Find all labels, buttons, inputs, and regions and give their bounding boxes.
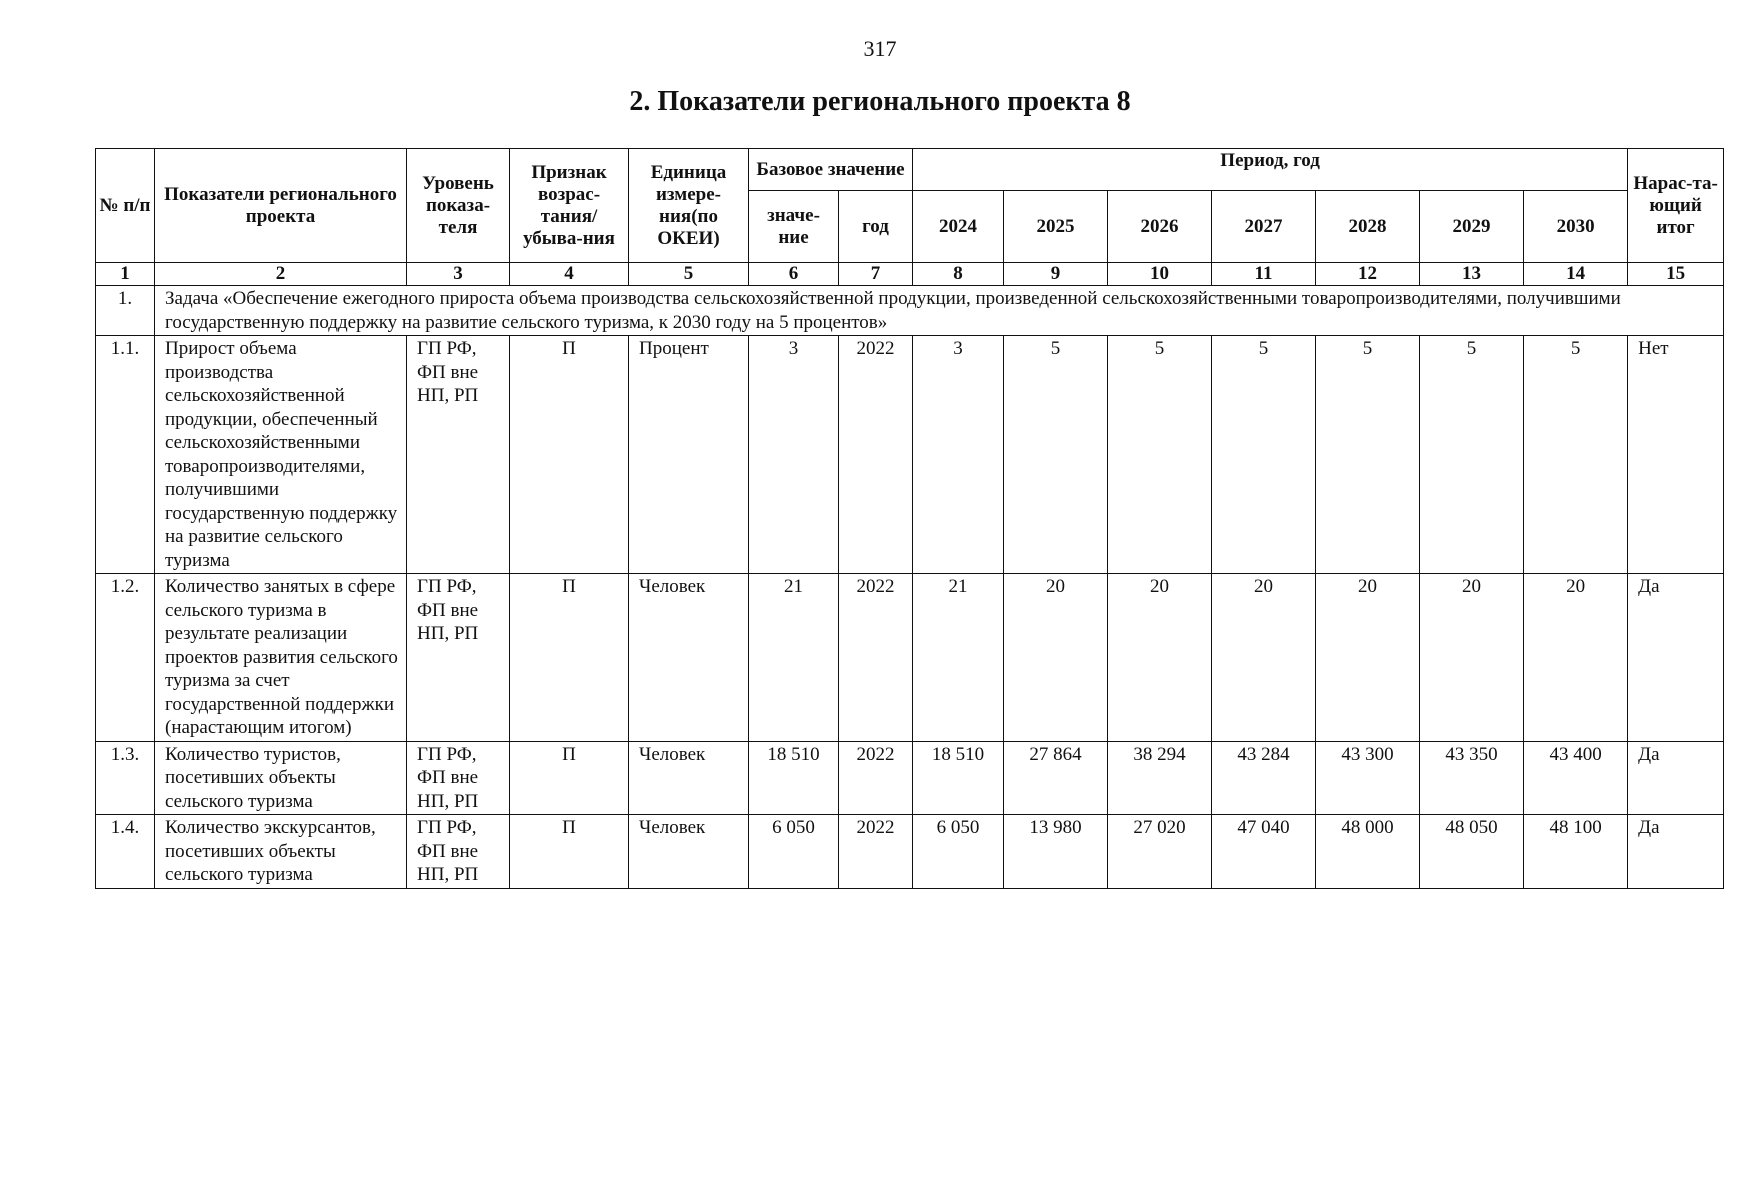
year-value: 5 [1420,336,1524,574]
year-value: 20 [1316,574,1420,742]
page-title: 2. Показатели регионального проекта 8 [629,86,1131,117]
year-value: 20 [1004,574,1108,742]
column-number: 7 [839,263,913,286]
column-number: 3 [407,263,510,286]
header-indicator: Показатели регионального проекта [155,149,407,263]
year-value: 21 [913,574,1004,742]
row-number: 1.1. [96,336,155,574]
header-year: 2024 [913,191,1004,263]
header-period: Период, год [913,149,1628,191]
year-value: 13 980 [1004,815,1108,889]
task-text: Задача «Обеспечение ежегодного прироста объема производства сельскохозяйственной продукции, произведенной сельскохозяйственными товаропроизводителями, получившими государственную поддержку на развитие сельского туризма, к 2030 году на 5 процентов» [155,286,1724,336]
year-value: 48 100 [1524,815,1628,889]
column-number: 6 [749,263,839,286]
cumulative-flag: Да [1628,574,1724,742]
base-year: 2022 [839,336,913,574]
year-value: 48 050 [1420,815,1524,889]
indicator-unit: Человек [629,741,749,815]
indicator-level: ГП РФ, ФП вне НП, РП [407,815,510,889]
base-year: 2022 [839,815,913,889]
year-value: 5 [1316,336,1420,574]
base-year: 2022 [839,574,913,742]
table-row [96,815,1724,889]
column-number-row [96,263,1724,286]
year-value: 5 [1108,336,1212,574]
column-number: 15 [1628,263,1724,286]
header-year: 2029 [1420,191,1524,263]
header-no: № п/п [96,149,155,263]
year-value: 18 510 [913,741,1004,815]
year-value: 20 [1108,574,1212,742]
indicator-trend: П [510,574,629,742]
base-value: 21 [749,574,839,742]
header-base: Базовое значение [749,149,913,191]
indicator-name: Количество экскурсантов, посетивших объекты сельского туризма [155,815,407,889]
cumulative-flag: Да [1628,815,1724,889]
column-number: 10 [1108,263,1212,286]
task-row [96,286,1724,336]
indicator-name: Прирост объема производства сельскохозяйственной продукции, обеспеченный сельскохозяйственными товаропроизводителями, получившими государственную поддержку на развитие сельского туризма [155,336,407,574]
cumulative-flag: Нет [1628,336,1724,574]
indicator-level: ГП РФ, ФП вне НП, РП [407,336,510,574]
header-base-year: год [839,191,913,263]
year-value: 3 [913,336,1004,574]
cumulative-flag: Да [1628,741,1724,815]
year-value: 43 300 [1316,741,1420,815]
year-value: 27 020 [1108,815,1212,889]
column-number: 14 [1524,263,1628,286]
year-value: 5 [1212,336,1316,574]
table-header [96,149,1724,263]
header-year: 2027 [1212,191,1316,263]
indicator-unit: Человек [629,574,749,742]
year-value: 5 [1524,336,1628,574]
column-number: 2 [155,263,407,286]
header-year: 2030 [1524,191,1628,263]
indicator-trend: П [510,741,629,815]
column-number: 11 [1212,263,1316,286]
row-number: 1.4. [96,815,155,889]
year-value: 6 050 [913,815,1004,889]
base-value: 6 050 [749,815,839,889]
base-year: 2022 [839,741,913,815]
page-number: 317 [863,36,897,61]
task-number: 1. [96,286,155,336]
year-value: 20 [1420,574,1524,742]
row-number: 1.3. [96,741,155,815]
indicator-level: ГП РФ, ФП вне НП, РП [407,741,510,815]
row-number: 1.2. [96,574,155,742]
column-number: 9 [1004,263,1108,286]
header-base-value: значе-ние [749,191,839,263]
column-number: 8 [913,263,1004,286]
year-value: 43 284 [1212,741,1316,815]
indicator-trend: П [510,815,629,889]
base-value: 18 510 [749,741,839,815]
header-unit: Единица измере-ния(по ОКЕИ) [629,149,749,263]
year-value: 43 350 [1420,741,1524,815]
header-cumulative: Нарас-та-ющий итог [1628,149,1724,263]
indicator-name: Количество туристов, посетивших объекты сельского туризма [155,741,407,815]
indicators-table [95,148,1724,889]
year-value: 47 040 [1212,815,1316,889]
header-trend: Признак возрас-тания/ убыва-ния [510,149,629,263]
year-value: 43 400 [1524,741,1628,815]
header-year: 2026 [1108,191,1212,263]
header-year: 2025 [1004,191,1108,263]
indicator-trend: П [510,336,629,574]
year-value: 20 [1212,574,1316,742]
table-row [96,741,1724,815]
year-value: 48 000 [1316,815,1420,889]
indicator-level: ГП РФ, ФП вне НП, РП [407,574,510,742]
year-value: 5 [1004,336,1108,574]
base-value: 3 [749,336,839,574]
column-number: 1 [96,263,155,286]
column-number: 13 [1420,263,1524,286]
year-value: 20 [1524,574,1628,742]
table-row [96,574,1724,742]
indicator-unit: Процент [629,336,749,574]
table-row [96,336,1724,574]
year-value: 38 294 [1108,741,1212,815]
header-year: 2028 [1316,191,1420,263]
column-number: 5 [629,263,749,286]
indicator-name: Количество занятых в сфере сельского туризма в результате реализации проектов развития сельского туризма за счет государственной поддержки (нарастающим итогом) [155,574,407,742]
indicator-unit: Человек [629,815,749,889]
column-number: 12 [1316,263,1420,286]
header-level: Уровень показа-теля [407,149,510,263]
column-number: 4 [510,263,629,286]
year-value: 27 864 [1004,741,1108,815]
